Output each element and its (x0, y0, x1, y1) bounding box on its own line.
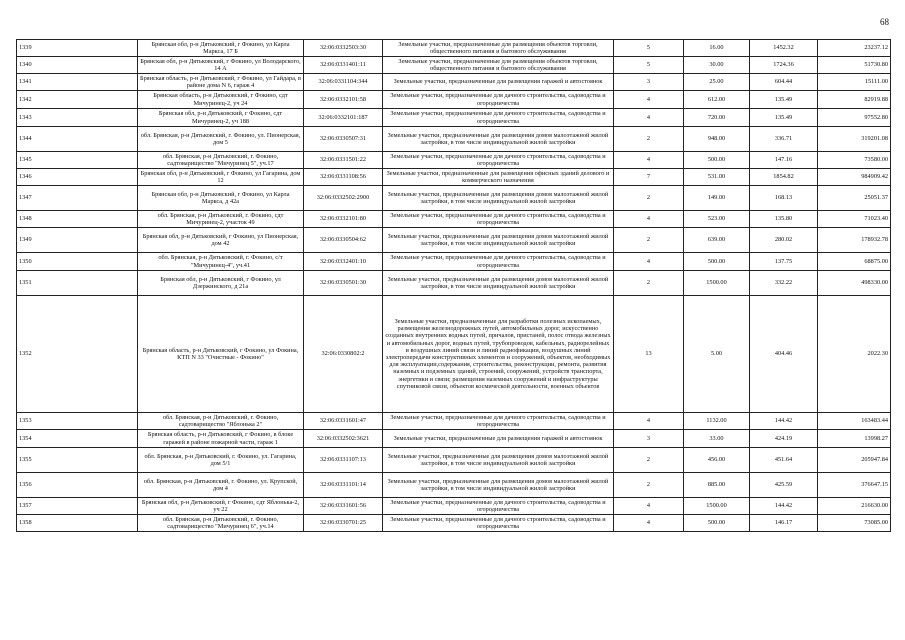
address-cell: Брянская область, р-н Дятьковский, г Фокино, сдт Мичуринец-2, уч 24 (138, 91, 304, 109)
cadastral-value-cell: 178932.78 (818, 228, 891, 253)
table-row (17, 473, 891, 498)
specific-value-cell: 146.17 (750, 515, 818, 532)
address-cell: Брянская область, р-н Дятьковский, г Фокино, ул Гайдара, в районе дома N 6, гараж 4 (138, 74, 304, 91)
cadastral-value-cell: 97552.80 (818, 109, 891, 127)
table-row (17, 430, 891, 448)
use-group-cell: 2 (614, 228, 684, 253)
table-body (17, 40, 891, 532)
area-cell: 149.00 (684, 186, 750, 211)
permitted-use-cell: Земельные участки, предназначенные для размещения домов малоэтажной жилой застройки, в том числе индивидуальной жилой застройки (383, 127, 614, 152)
specific-value-cell: 147.16 (750, 152, 818, 169)
address-cell: обл. Брянская, р-н Дятьковский, г. Фокино, сдт Мичуринец-2, участок 49 (138, 211, 304, 228)
use-group-cell: 3 (614, 74, 684, 91)
specific-value-cell: 135.49 (750, 91, 818, 109)
specific-value-cell: 135.80 (750, 211, 818, 228)
cadastral-number-cell: 32:06:0330802:2 (304, 296, 383, 413)
address-cell: Брянская обл, р-н Дятьковский, г Фокино, сдт Яблонька-2, уч 22 (138, 498, 304, 515)
row-number: 1355 (17, 448, 138, 473)
permitted-use-cell: Земельные участки, предназначенные для размещения домов малоэтажной жилой застройки, в том числе индивидуальной жилой застройки (383, 228, 614, 253)
cadastral-value-cell: 498330.00 (818, 271, 891, 296)
cadastral-value-cell: 82919.88 (818, 91, 891, 109)
specific-value-cell: 604.44 (750, 74, 818, 91)
permitted-use-cell: Земельные участки, предназначенные для размещения гаражей и автостоянок (383, 430, 614, 448)
cadastral-number-cell: 32:06:0330504:62 (304, 228, 383, 253)
cadastral-value-cell: 2022.30 (818, 296, 891, 413)
cadastral-number-cell: 32:06:0331108:56 (304, 169, 383, 186)
row-number: 1339 (17, 40, 138, 57)
use-group-cell: 4 (614, 152, 684, 169)
row-number: 1352 (17, 296, 138, 413)
table-row (17, 40, 891, 57)
cadastral-number-cell: 32:06:0331501:22 (304, 152, 383, 169)
area-cell: 885.00 (684, 473, 750, 498)
permitted-use-cell: Земельные участки, предназначенные для размещения домов малоэтажной жилой застройки, в том числе индивидуальной жилой застройки (383, 473, 614, 498)
row-number: 1357 (17, 498, 138, 515)
row-number: 1341 (17, 74, 138, 91)
specific-value-cell: 280.02 (750, 228, 818, 253)
area-cell: 456.00 (684, 448, 750, 473)
use-group-cell: 4 (614, 211, 684, 228)
use-group-cell: 4 (614, 253, 684, 271)
specific-value-cell: 168.13 (750, 186, 818, 211)
table-row (17, 228, 891, 253)
permitted-use-cell: Земельные участки, предназначенные для дачного строительства, садоводства и огородничества (383, 253, 614, 271)
row-number: 1344 (17, 127, 138, 152)
row-number: 1346 (17, 169, 138, 186)
address-cell: Брянская обл, р-н Дятьковский, г Фокино, ул Дзержинского, д 21а (138, 271, 304, 296)
use-group-cell: 2 (614, 186, 684, 211)
table-row (17, 91, 891, 109)
cadastral-number-cell: 32:06:0331101:14 (304, 473, 383, 498)
specific-value-cell: 135.49 (750, 109, 818, 127)
area-cell: 1500.00 (684, 498, 750, 515)
cadastral-number-cell: 32:06:0330501:30 (304, 271, 383, 296)
area-cell: 720.00 (684, 109, 750, 127)
area-cell: 948.00 (684, 127, 750, 152)
permitted-use-cell: Земельные участки, предназначенные для размещения гаражей и автостоянок (383, 74, 614, 91)
cadastral-number-cell: 32:06:0331104:344 (304, 74, 383, 91)
use-group-cell: 4 (614, 109, 684, 127)
row-number: 1342 (17, 91, 138, 109)
cadastral-number-cell: 32:06:0332101:80 (304, 211, 383, 228)
specific-value-cell: 451.64 (750, 448, 818, 473)
specific-value-cell: 1724.36 (750, 57, 818, 74)
permitted-use-cell: Земельные участки, предназначенные для дачного строительства, садоводства и огородничества (383, 152, 614, 169)
area-cell: 16.00 (684, 40, 750, 57)
address-cell: обл. Брянская, р-н Дятьковский, г. Фокино, ул. Пионерская, дом 5 (138, 127, 304, 152)
area-cell: 33.00 (684, 430, 750, 448)
permitted-use-cell: Земельные участки, предназначенные для дачного строительства, садоводства и огородничества (383, 413, 614, 430)
permitted-use-cell: Земельные участки, предназначенные для дачного строительства, садоводства и огородничества (383, 515, 614, 532)
cadastral-value-cell: 73085.00 (818, 515, 891, 532)
table-row (17, 253, 891, 271)
specific-value-cell: 144.42 (750, 413, 818, 430)
specific-value-cell: 336.71 (750, 127, 818, 152)
table-row (17, 448, 891, 473)
specific-value-cell: 332.22 (750, 271, 818, 296)
table-row (17, 169, 891, 186)
specific-value-cell: 404.46 (750, 296, 818, 413)
table-row (17, 186, 891, 211)
cadastral-value-cell: 23237.12 (818, 40, 891, 57)
use-group-cell: 3 (614, 430, 684, 448)
cadastral-number-cell: 32:06:0332401:10 (304, 253, 383, 271)
use-group-cell: 5 (614, 40, 684, 57)
table-row (17, 74, 891, 91)
cadastral-value-cell: 376647.15 (818, 473, 891, 498)
permitted-use-cell: Земельные участки, предназначенные для размещения объектов торговли, общественного питания и бытового обслуживания (383, 57, 614, 74)
address-cell: Брянская обл, р-н Дятьковский, г Фокино, ул Карла Маркса, д 42а (138, 186, 304, 211)
table-row (17, 515, 891, 532)
cadastral-value-cell: 25051.37 (818, 186, 891, 211)
address-cell: Брянская обл, р-н Дятьковский, г Фокино, сдт Мичуринец-2, уч 188 (138, 109, 304, 127)
specific-value-cell: 137.75 (750, 253, 818, 271)
table-row (17, 57, 891, 74)
row-number: 1354 (17, 430, 138, 448)
address-cell: Брянская обл, р-н Дятьковский, г Фокино, ул Гагарина, дом 12 (138, 169, 304, 186)
table-row (17, 127, 891, 152)
row-number: 1345 (17, 152, 138, 169)
area-cell: 25.00 (684, 74, 750, 91)
row-number: 1358 (17, 515, 138, 532)
table-row (17, 296, 891, 413)
cadastral-value-cell: 71023.40 (818, 211, 891, 228)
cadastral-number-cell: 32:06:0332502:2900 (304, 186, 383, 211)
specific-value-cell: 144.42 (750, 498, 818, 515)
cadastral-value-cell: 51730.80 (818, 57, 891, 74)
cadastral-value-cell: 984909.42 (818, 169, 891, 186)
permitted-use-cell: Земельные участки, предназначенные для размещения домов малоэтажной жилой застройки, в том числе индивидуальной жилой застройки (383, 271, 614, 296)
permitted-use-cell: Земельные участки, предназначенные для размещения домов малоэтажной жилой застройки, в том числе индивидуальной жилой застройки (383, 186, 614, 211)
cadastral-number-cell: 32:06:0332503:30 (304, 40, 383, 57)
specific-value-cell: 424.19 (750, 430, 818, 448)
address-cell: обл. Брянская, р-н Дятьковский, г. Фокино, садтоварищество "Мичуринец 5", уч.17 (138, 152, 304, 169)
table-row (17, 109, 891, 127)
address-cell: обл. Брянская, р-н Дятьковский, г. Фокино, ул. Гагарина, дом 5/1 (138, 448, 304, 473)
use-group-cell: 5 (614, 57, 684, 74)
row-number: 1351 (17, 271, 138, 296)
cadastral-number-cell: 32:06:0332101:187 (304, 109, 383, 127)
area-cell: 523.00 (684, 211, 750, 228)
specific-value-cell: 1854.82 (750, 169, 818, 186)
use-group-cell: 4 (614, 91, 684, 109)
cadastral-value-cell: 68875.00 (818, 253, 891, 271)
address-cell: Брянская область, р-н Дятьковский, г Фокино, в блоке гаражей в районе пожарной части, гараж 1 (138, 430, 304, 448)
row-number: 1343 (17, 109, 138, 127)
row-number: 1350 (17, 253, 138, 271)
address-cell: Брянская обл, р-н Дятьковский, г Фокино, ул Карла Маркса, 17 Б (138, 40, 304, 57)
row-number: 1353 (17, 413, 138, 430)
cadastral-value-cell: 319201.08 (818, 127, 891, 152)
use-group-cell: 2 (614, 473, 684, 498)
row-number: 1356 (17, 473, 138, 498)
cadastral-number-cell: 32:06:0331401:11 (304, 57, 383, 74)
permitted-use-cell: Земельные участки, предназначенные для размещения домов малоэтажной жилой застройки, в том числе индивидуальной жилой застройки (383, 448, 614, 473)
table-row (17, 498, 891, 515)
table-row (17, 211, 891, 228)
cadastral-number-cell: 32:06:0331601:47 (304, 413, 383, 430)
use-group-cell: 2 (614, 271, 684, 296)
permitted-use-cell: Земельные участки, предназначенные для дачного строительства, садоводства и огородничества (383, 91, 614, 109)
use-group-cell: 13 (614, 296, 684, 413)
cadastral-value-cell: 216630.00 (818, 498, 891, 515)
cadastral-value-cell: 15111.00 (818, 74, 891, 91)
area-cell: 500.00 (684, 253, 750, 271)
permitted-use-cell: Земельные участки, предназначенные для дачного строительства, садоводства и огородничества (383, 211, 614, 228)
table-row (17, 271, 891, 296)
cadastral-number-cell: 32:06:0330507:31 (304, 127, 383, 152)
address-cell: Брянская область, р-н Дятьковский, г Фокино, ул Фокина, КТП N 33 "Очистные - Фокино" (138, 296, 304, 413)
address-cell: обл. Брянская, р-н Дятьковский, г. Фокино, ул. Крупской, дом 4 (138, 473, 304, 498)
page-number: 68 (880, 17, 889, 27)
permitted-use-cell: Земельные участки, предназначенные для дачного строительства, садоводства и огородничества (383, 109, 614, 127)
specific-value-cell: 1452.32 (750, 40, 818, 57)
use-group-cell: 2 (614, 448, 684, 473)
cadastral-number-cell: 32:06:0331601:56 (304, 498, 383, 515)
area-cell: 1132.00 (684, 413, 750, 430)
permitted-use-cell: Земельные участки, предназначенные для размещения офисных зданий делового и коммерческого назначения (383, 169, 614, 186)
land-registry-table (16, 39, 891, 532)
area-cell: 5.00 (684, 296, 750, 413)
address-cell: обл. Брянская, р-н Дятьковский, г. Фокино, садтоварищество "Мичуринец 6", уч.14 (138, 515, 304, 532)
cadastral-value-cell: 13998.27 (818, 430, 891, 448)
row-number: 1347 (17, 186, 138, 211)
area-cell: 1500.00 (684, 271, 750, 296)
area-cell: 612.00 (684, 91, 750, 109)
use-group-cell: 2 (614, 127, 684, 152)
area-cell: 500.00 (684, 152, 750, 169)
permitted-use-cell: Земельные участки, предназначенные для размещения объектов торговли, общественного питания и бытового обслуживания (383, 40, 614, 57)
permitted-use-cell: Земельные участки, предназначенные для разработки полезных ископаемых, размещения железнодорожных путей, автомобильных дорог, искусственно созданных внутренних водных путей, причалов, пристаней, полос отвода железных и автомобильных дорог, водных путей, трубопроводов, кабельных, радиорелейных и воздушных линий связи и линий радиофикации, воздушных линий электропередачи конструктивных элементов и сооружений, объектов, необходимых для эксплуатации,содержания, строительства, реконструкции, ремонта, развития наземных и подземных зданий, строений, сооружений, устройств транспорта, энергетики и связи; размещения наземных сооружений и инфраструктуры спутниковой связи, объектов космической деятельности, военных объектов (383, 296, 614, 413)
use-group-cell: 4 (614, 498, 684, 515)
address-cell: Брянская обл, р-н Дятьковский, г Фокино, ул Володарского, 14 А (138, 57, 304, 74)
row-number: 1340 (17, 57, 138, 74)
cadastral-value-cell: 73580.00 (818, 152, 891, 169)
area-cell: 531.00 (684, 169, 750, 186)
address-cell: обл. Брянская, р-н Дятьковский, г. Фокино, садтоварищество "Яблонька 2" (138, 413, 304, 430)
cadastral-number-cell: 32:06:0331107:13 (304, 448, 383, 473)
cadastral-value-cell: 205947.84 (818, 448, 891, 473)
specific-value-cell: 425.59 (750, 473, 818, 498)
use-group-cell: 4 (614, 413, 684, 430)
permitted-use-cell: Земельные участки, предназначенные для дачного строительства, садоводства и огородничества (383, 498, 614, 515)
row-number: 1348 (17, 211, 138, 228)
address-cell: Брянская обл, р-н Дятьковский, г Фокино, ул Пионерская, дом 42 (138, 228, 304, 253)
cadastral-number-cell: 32:06:0332502:3621 (304, 430, 383, 448)
cadastral-number-cell: 32:06:0330701:25 (304, 515, 383, 532)
address-cell: обл. Брянская, р-н Дятьковский, г. Фокино, с/т "Мичуринец-4", уч.41 (138, 253, 304, 271)
area-cell: 639.00 (684, 228, 750, 253)
table-row (17, 413, 891, 430)
table-row (17, 152, 891, 169)
row-number: 1349 (17, 228, 138, 253)
cadastral-number-cell: 32:06:0332101:58 (304, 91, 383, 109)
use-group-cell: 7 (614, 169, 684, 186)
area-cell: 500.00 (684, 515, 750, 532)
cadastral-value-cell: 163483.44 (818, 413, 891, 430)
use-group-cell: 4 (614, 515, 684, 532)
area-cell: 30.00 (684, 57, 750, 74)
